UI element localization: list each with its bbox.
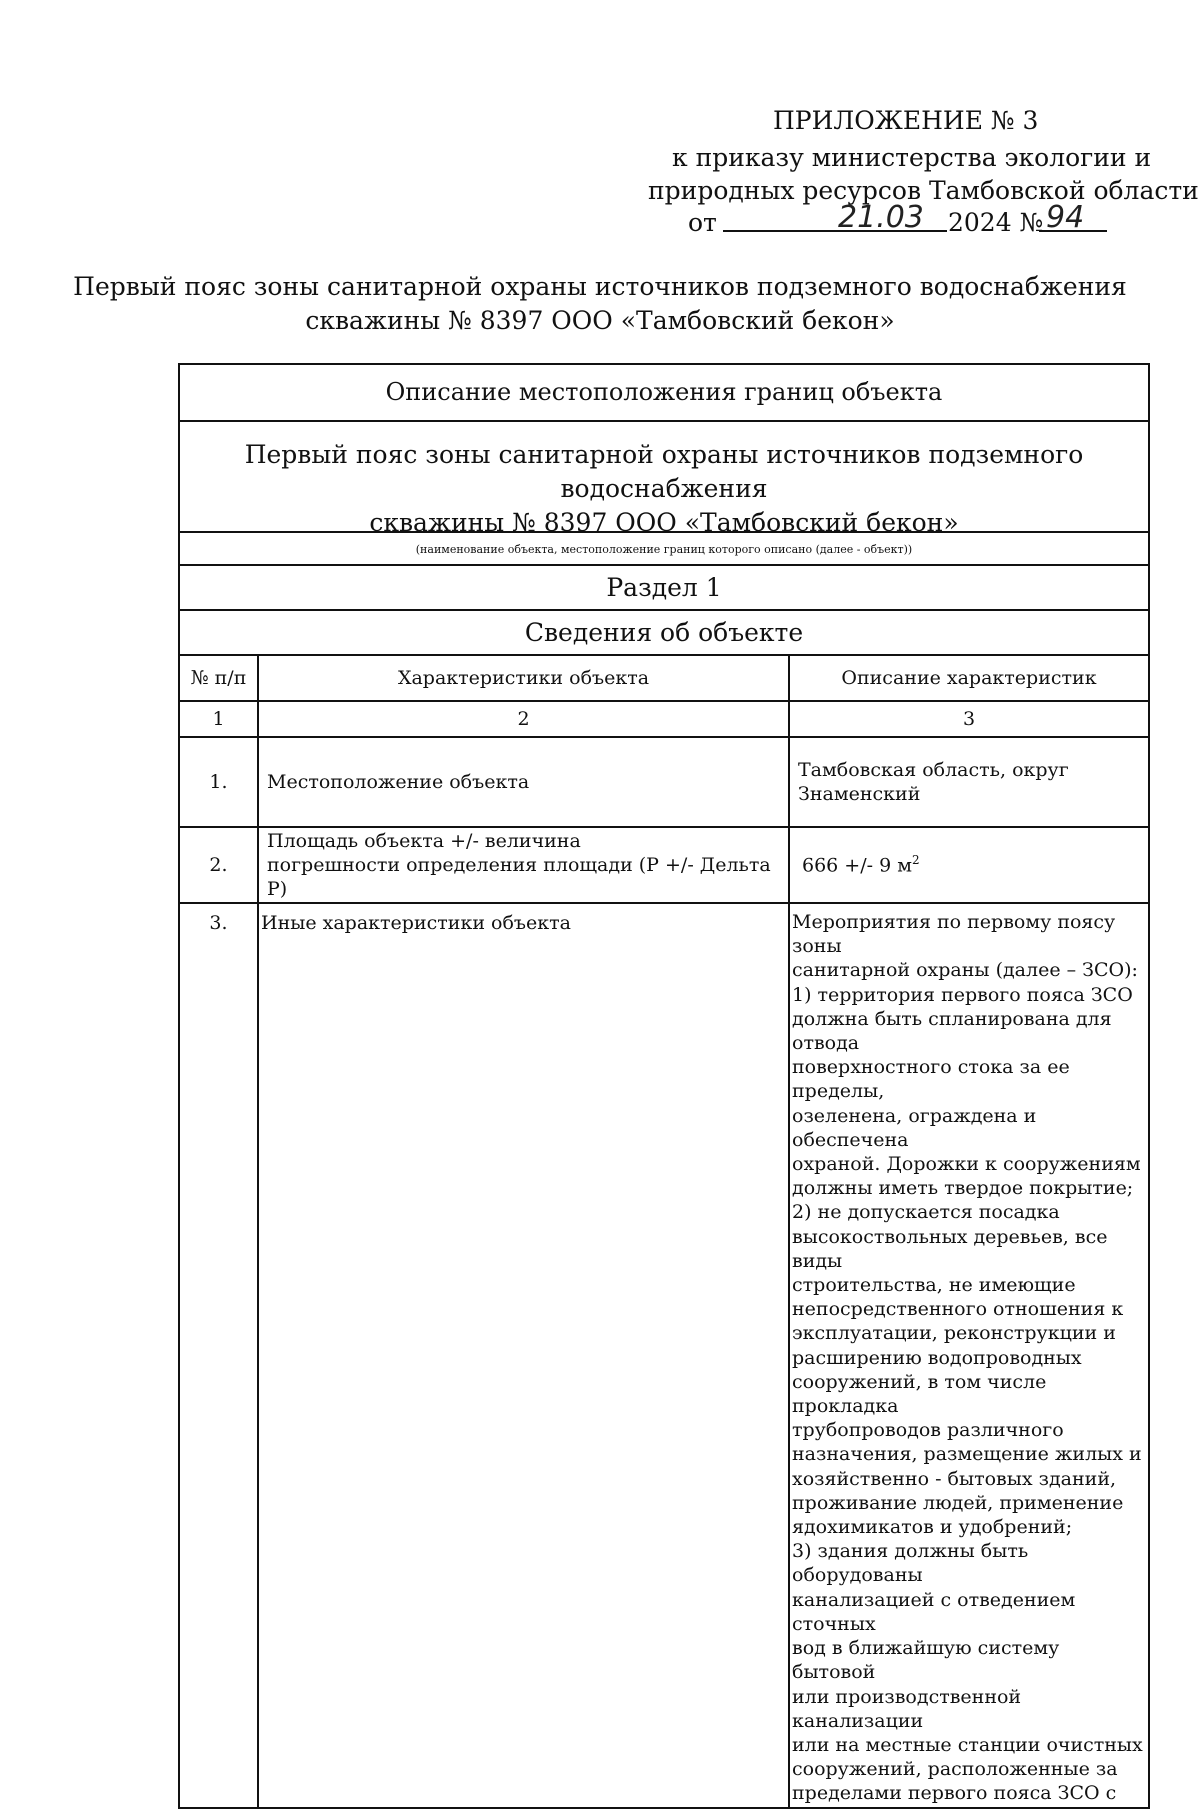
appendix-header bbox=[0, 0, 1200, 250]
column-number-row bbox=[180, 701, 1148, 737]
section-title: Сведения об объекте bbox=[180, 611, 1148, 656]
appendix-title: ПРИЛОЖЕНИЕ № 3 bbox=[773, 106, 1039, 135]
table-header-row bbox=[180, 656, 1148, 701]
area-unit-exponent: 2 bbox=[912, 853, 920, 868]
column-header-characteristic: Характеристики объекта bbox=[258, 656, 789, 701]
column-header-number: № п/п bbox=[180, 656, 258, 701]
row-number: 1. bbox=[180, 737, 258, 827]
long-description bbox=[792, 910, 1147, 1806]
description-line: канализацией с отведением сточных bbox=[792, 1588, 1076, 1635]
from-label: от bbox=[688, 208, 717, 237]
description-line: назначения, размещение жилых и bbox=[792, 1443, 1142, 1466]
description-line: или на местные станции очистных bbox=[792, 1733, 1143, 1756]
description-line: поверхностного стока за ее пределы, bbox=[792, 1056, 1070, 1103]
section-label: Раздел 1 bbox=[180, 566, 1148, 611]
row-description bbox=[789, 903, 1148, 1807]
description-line: сооружений, расположенные за bbox=[792, 1758, 1118, 1781]
description-line: или производственной канализации bbox=[792, 1685, 1022, 1732]
description-line: озеленена, ограждена и обеспечена bbox=[792, 1104, 1037, 1151]
description-line: пределами первого пояса ЗСО с bbox=[792, 1782, 1117, 1805]
document-title-line-2: скважины № 8397 ООО «Тамбовский бекон» bbox=[305, 306, 895, 335]
characteristic-line: погрешности определения площади (Р +/- Дельта Р) bbox=[267, 854, 771, 900]
object-name-line-2: скважины № 8397 ООО «Тамбовский бекон» bbox=[369, 508, 959, 537]
description-line: сооружений, в том числе прокладка bbox=[792, 1370, 1047, 1418]
row-characteristic bbox=[258, 827, 789, 903]
description-line: проживание людей, применение bbox=[792, 1491, 1124, 1514]
appendix-line-2: природных ресурсов Тамбовской области bbox=[648, 176, 1199, 205]
column-number-2: 2 bbox=[258, 701, 789, 737]
row-characteristic: Иные характеристики объекта bbox=[258, 903, 789, 1807]
description-line: Тамбовская область, округ bbox=[798, 759, 1069, 781]
row-description bbox=[789, 737, 1148, 827]
appendix-line-1: к приказу министерства экологии и bbox=[672, 143, 1152, 172]
object-description-table bbox=[178, 363, 1150, 1809]
table-row bbox=[180, 737, 1148, 827]
column-header-description: Описание характеристик bbox=[789, 656, 1148, 701]
description-line: высокоствольных деревьев, все виды bbox=[792, 1225, 1108, 1272]
description-line: охраной. Дорожки к сооружениям bbox=[792, 1153, 1141, 1176]
description-line: строительства, не имеющие bbox=[792, 1274, 1076, 1297]
column-number-1: 1 bbox=[180, 701, 258, 737]
description-line: трубопроводов различного bbox=[792, 1419, 1064, 1442]
number-handwritten: 94 bbox=[1046, 200, 1085, 235]
description-line: ядохимикатов и удобрений; bbox=[792, 1516, 1073, 1539]
date-handwritten: 21.03 bbox=[838, 200, 924, 235]
description-line: 2) не допускается посадка bbox=[792, 1201, 1060, 1224]
row-number: 2. bbox=[180, 827, 258, 903]
table-row bbox=[180, 903, 1148, 1807]
row-characteristic: Местоположение объекта bbox=[258, 737, 789, 827]
characteristics-table bbox=[180, 656, 1148, 1807]
column-number-3: 3 bbox=[789, 701, 1148, 737]
description-line: санитарной охраны (далее – ЗСО): bbox=[792, 959, 1138, 982]
description-line: должна быть спланирована для отвода bbox=[792, 1007, 1112, 1055]
description-line: 1) территория первого пояса ЗСО bbox=[792, 983, 1133, 1006]
characteristic-line: Площадь объекта +/- величина bbox=[267, 830, 581, 852]
description-line: 3) здания должны быть оборудованы bbox=[792, 1540, 1029, 1587]
description-header: Описание местоположения границ объекта bbox=[180, 365, 1148, 422]
row-description bbox=[789, 827, 1148, 903]
table-row bbox=[180, 827, 1148, 903]
document-title-line-1: Первый пояс зоны санитарной охраны источников подземного водоснабжения bbox=[73, 272, 1127, 301]
description-line: вод в ближайшую систему бытовой bbox=[792, 1637, 1060, 1684]
description-line: эксплуатации, реконструкции и bbox=[792, 1322, 1116, 1345]
description-line: расширению водопроводных bbox=[792, 1346, 1082, 1369]
description-line: непосредственного отношения к bbox=[792, 1298, 1124, 1321]
description-line: Мероприятия по первому поясу зоны bbox=[792, 911, 1116, 958]
area-value: 666 +/- 9 м bbox=[802, 854, 912, 877]
description-line: Знаменский bbox=[798, 783, 921, 805]
object-name bbox=[180, 422, 1148, 537]
object-name-line-1: Первый пояс зоны санитарной охраны источников подземного водоснабжения bbox=[244, 440, 1084, 503]
description-line: должны иметь твердое покрытие; bbox=[792, 1177, 1134, 1200]
row-number: 3. bbox=[180, 903, 258, 1807]
description-line: хозяйственно - бытовых зданий, bbox=[792, 1467, 1117, 1490]
document-title bbox=[0, 270, 1200, 338]
object-note: (наименование объекта, местоположение границ которого описано (далее - объект)) bbox=[180, 531, 1148, 566]
year-number-label: 2024 № bbox=[948, 208, 1044, 237]
